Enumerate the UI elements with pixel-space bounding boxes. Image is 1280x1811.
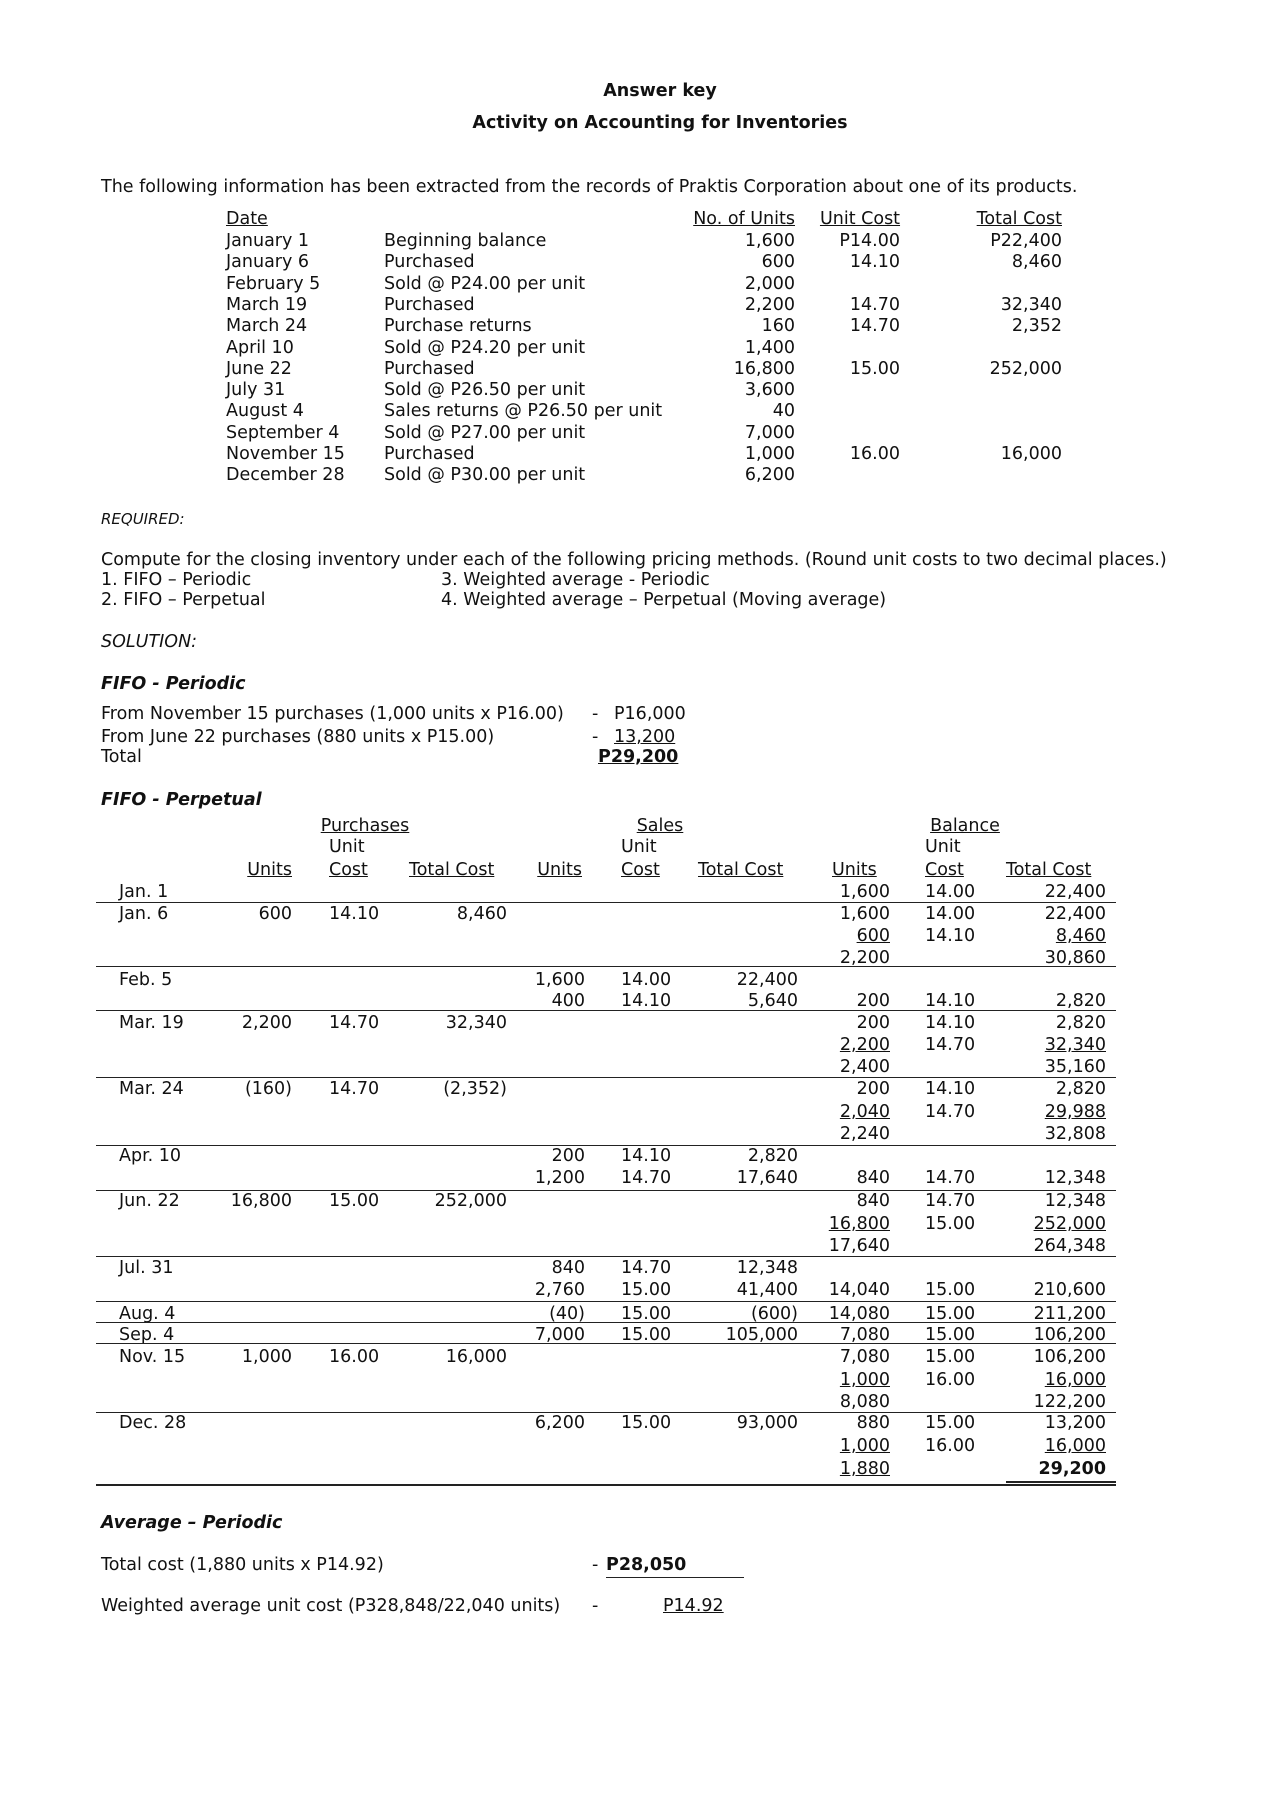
row-separator xyxy=(96,1010,1116,1011)
row-separator xyxy=(96,1412,1116,1413)
perpetual-cell-su: 7,000 xyxy=(534,1325,585,1345)
perpetual-cell-bt: 22,400 xyxy=(1044,882,1106,902)
records-header-unit-cost: Unit Cost xyxy=(819,209,901,229)
perpetual-cell-pc: 16.00 xyxy=(329,1347,380,1367)
page-title: Answer key xyxy=(603,81,717,101)
fifo-periodic-line2-dash: - xyxy=(592,727,604,747)
row-separator xyxy=(96,902,1116,903)
record-units: 1,000 xyxy=(744,444,795,464)
perpetual-cell-date: Jun. 22 xyxy=(119,1191,180,1211)
perpetual-cell-bu: 1,880 xyxy=(839,1459,890,1479)
row-separator xyxy=(96,1301,1116,1302)
row-separator xyxy=(96,1077,1116,1078)
perpetual-cell-bt: 30,860 xyxy=(1044,948,1106,968)
perpetual-cell-bu: 7,080 xyxy=(839,1325,890,1345)
intro-text: The following information has been extracted from the records of Praktis Corporation about one of its products. xyxy=(101,177,1078,197)
record-unit-cost: 15.00 xyxy=(849,358,900,379)
row-separator xyxy=(96,1256,1116,1257)
perpetual-cell-bc: 14.70 xyxy=(925,1168,976,1188)
records-header-total-cost: Total Cost xyxy=(976,209,1062,229)
perpetual-cell-bu: 840 xyxy=(856,1168,890,1188)
perpetual-cell-date: Jan. 6 xyxy=(119,904,169,924)
record-description: Sales returns @ P26.50 per unit xyxy=(384,401,663,422)
record-description: Purchase returns xyxy=(384,316,532,337)
perpetual-cell-st: 41,400 xyxy=(736,1280,798,1300)
perpetual-cell-date: Jan. 1 xyxy=(119,882,169,902)
row-separator xyxy=(96,1343,1116,1344)
record-date: December 28 xyxy=(226,465,345,486)
record-total-cost: 16,000 xyxy=(1000,444,1062,464)
record-units: 600 xyxy=(761,252,795,273)
average-periodic-line2-label: Weighted average unit cost (P328,848/22,040 units) xyxy=(101,1596,561,1616)
perpetual-cell-bu: 880 xyxy=(856,1413,890,1433)
perpetual-cell-bu: 2,240 xyxy=(839,1124,890,1144)
perpetual-cell-su: 840 xyxy=(551,1258,585,1278)
record-units: 1,400 xyxy=(744,337,795,358)
perpetual-cell-sc: 14.00 xyxy=(621,970,672,990)
col-sales-total: Total Cost xyxy=(698,860,784,880)
perpetual-cell-bc: 16.00 xyxy=(925,1436,976,1456)
group-balance: Balance xyxy=(930,816,1000,836)
perpetual-cell-sc: 14.10 xyxy=(621,991,672,1011)
record-date: January 6 xyxy=(226,252,310,273)
record-units: 6,200 xyxy=(744,465,795,486)
row-separator xyxy=(96,1322,1116,1323)
perpetual-cell-pu: 600 xyxy=(258,904,292,924)
perpetual-cell-bt: 8,460 xyxy=(1055,926,1106,946)
record-total-cost: P22,400 xyxy=(990,231,1062,251)
perpetual-cell-bu: 200 xyxy=(856,1079,890,1099)
perpetual-cell-bt: 29,988 xyxy=(1044,1102,1106,1122)
perpetual-cell-pt: 252,000 xyxy=(434,1191,507,1211)
record-date: January 1 xyxy=(226,231,310,251)
perpetual-cell-bt: 252,000 xyxy=(1033,1214,1106,1234)
col-purchase-cost: Cost xyxy=(329,860,368,880)
perpetual-cell-bc: 15.00 xyxy=(925,1413,976,1433)
perpetual-cell-pc: 14.10 xyxy=(329,904,380,924)
perpetual-cell-bu: 16,800 xyxy=(828,1214,890,1234)
perpetual-cell-su: (40) xyxy=(549,1304,585,1324)
record-description: Sold @ P30.00 per unit xyxy=(384,465,586,486)
record-units: 2,200 xyxy=(744,294,795,315)
average-periodic-heading: Average – Periodic xyxy=(101,1513,283,1533)
fifo-periodic-line1-dash: - xyxy=(592,704,604,724)
fifo-periodic-line1-label: From November 15 purchases (1,000 units x P16.00) xyxy=(101,704,564,724)
average-periodic-line1-label: Total cost (1,880 units x P14.92) xyxy=(101,1555,384,1575)
perpetual-cell-bc: 14.10 xyxy=(925,1079,976,1099)
perpetual-cell-bu: 14,080 xyxy=(828,1304,890,1324)
perpetual-cell-st: 22,400 xyxy=(736,970,798,990)
perpetual-cell-bu: 14,040 xyxy=(828,1280,890,1300)
perpetual-cell-st: 5,640 xyxy=(747,991,798,1011)
record-date: June 22 xyxy=(226,358,292,379)
perpetual-cell-bc: 15.00 xyxy=(925,1214,976,1234)
perpetual-cell-bt: 12,348 xyxy=(1044,1191,1106,1211)
perpetual-cell-bt: 106,200 xyxy=(1033,1325,1106,1345)
table-bottom-rule xyxy=(96,1484,1116,1486)
fifo-periodic-total-value: P29,200 xyxy=(598,747,679,767)
record-total-cost: 8,460 xyxy=(1011,252,1062,273)
record-date: November 15 xyxy=(226,444,345,464)
perpetual-cell-sc: 14.70 xyxy=(621,1258,672,1278)
perpetual-cell-bu: 7,080 xyxy=(839,1347,890,1367)
perpetual-cell-bc: 14.10 xyxy=(925,991,976,1011)
sales-unit-word: Unit xyxy=(621,837,657,857)
record-total-cost: 32,340 xyxy=(1000,294,1062,315)
perpetual-cell-bu: 1,000 xyxy=(839,1370,890,1390)
perpetual-cell-sc: 15.00 xyxy=(621,1280,672,1300)
perpetual-cell-date: Sep. 4 xyxy=(119,1325,175,1345)
record-description: Beginning balance xyxy=(384,231,547,251)
perpetual-cell-bt: 2,820 xyxy=(1055,1013,1106,1033)
fifo-perpetual-heading: FIFO - Perpetual xyxy=(101,790,262,810)
perpetual-cell-bc: 15.00 xyxy=(925,1347,976,1367)
record-units: 160 xyxy=(761,316,795,337)
purchases-unit-word: Unit xyxy=(329,837,365,857)
method-2: 2. FIFO – Perpetual xyxy=(101,590,266,610)
average-periodic-line1-value: P28,050 xyxy=(606,1557,744,1578)
record-date: March 19 xyxy=(226,294,308,315)
record-unit-cost: 14.70 xyxy=(849,294,900,315)
perpetual-cell-pu: (160) xyxy=(244,1079,292,1099)
perpetual-cell-su: 400 xyxy=(551,991,585,1011)
method-3: 3. Weighted average - Periodic xyxy=(441,570,710,590)
perpetual-cell-st: 93,000 xyxy=(736,1413,798,1433)
perpetual-cell-bu: 8,080 xyxy=(839,1392,890,1412)
perpetual-cell-bu: 2,200 xyxy=(839,948,890,968)
record-date: February 5 xyxy=(226,273,321,294)
group-purchases: Purchases xyxy=(320,816,410,836)
perpetual-cell-pt: 8,460 xyxy=(456,904,507,924)
perpetual-cell-st: 12,348 xyxy=(736,1258,798,1278)
record-units: 7,000 xyxy=(744,422,795,443)
record-date: March 24 xyxy=(226,316,308,337)
record-units: 2,000 xyxy=(744,273,795,294)
perpetual-cell-bu: 200 xyxy=(856,1013,890,1033)
perpetual-cell-bc: 14.70 xyxy=(925,1102,976,1122)
perpetual-cell-date: Apr. 10 xyxy=(119,1146,182,1166)
record-units: 16,800 xyxy=(733,358,795,379)
perpetual-cell-bt: 16,000 xyxy=(1044,1370,1106,1390)
record-date: September 4 xyxy=(226,422,340,443)
perpetual-cell-bt: 12,348 xyxy=(1044,1168,1106,1188)
record-description: Sold @ P24.20 per unit xyxy=(384,337,586,358)
average-periodic-line2-dash: - xyxy=(592,1596,599,1616)
record-description: Sold @ P26.50 per unit xyxy=(384,380,586,401)
perpetual-cell-bc: 14.10 xyxy=(925,1013,976,1033)
record-unit-cost: 14.70 xyxy=(849,316,900,337)
perpetual-cell-bc: 15.00 xyxy=(925,1304,976,1324)
record-total-cost: 2,352 xyxy=(1011,316,1062,337)
record-units: 40 xyxy=(772,401,795,422)
record-date: July 31 xyxy=(226,380,286,401)
perpetual-cell-bc: 14.10 xyxy=(925,926,976,946)
method-4: 4. Weighted average – Perpetual (Moving average) xyxy=(441,590,887,610)
solution-label: SOLUTION: xyxy=(101,632,198,652)
row-separator xyxy=(96,966,1116,967)
col-balance-units: Units xyxy=(832,860,877,880)
perpetual-cell-date: Nov. 15 xyxy=(119,1347,186,1367)
record-description: Sold @ P27.00 per unit xyxy=(384,422,586,443)
perpetual-cell-bu: 2,040 xyxy=(839,1102,890,1122)
perpetual-cell-su: 1,600 xyxy=(534,970,585,990)
perpetual-cell-su: 2,760 xyxy=(534,1280,585,1300)
perpetual-cell-pc: 14.70 xyxy=(329,1079,380,1099)
required-text: Compute for the closing inventory under each of the following pricing methods. (Round unit costs to two decimal places.) xyxy=(101,550,1167,570)
record-units: 3,600 xyxy=(744,380,795,401)
perpetual-cell-bu: 200 xyxy=(856,991,890,1011)
required-label: REQUIRED: xyxy=(101,510,185,528)
balance-unit-word: Unit xyxy=(925,837,961,857)
perpetual-cell-bu: 600 xyxy=(856,926,890,946)
perpetual-cell-su: 6,200 xyxy=(534,1413,585,1433)
perpetual-cell-bc: 15.00 xyxy=(925,1325,976,1345)
perpetual-cell-pu: 16,800 xyxy=(230,1191,292,1211)
perpetual-cell-bt: 2,820 xyxy=(1055,1079,1106,1099)
record-description: Purchased xyxy=(384,358,475,379)
perpetual-cell-pu: 1,000 xyxy=(241,1347,292,1367)
perpetual-cell-date: Aug. 4 xyxy=(119,1304,176,1324)
fifo-periodic-line2-label: From June 22 purchases (880 units x P15.00) xyxy=(101,727,495,747)
perpetual-cell-bc: 14.70 xyxy=(925,1191,976,1211)
perpetual-cell-su: 200 xyxy=(551,1146,585,1166)
perpetual-cell-su: 1,200 xyxy=(534,1168,585,1188)
perpetual-cell-bt: 211,200 xyxy=(1033,1304,1106,1324)
perpetual-cell-bt: 210,600 xyxy=(1033,1280,1106,1300)
record-date: August 4 xyxy=(226,401,304,422)
perpetual-cell-pc: 15.00 xyxy=(329,1191,380,1211)
perpetual-cell-st: 105,000 xyxy=(725,1325,798,1345)
perpetual-cell-sc: 14.70 xyxy=(621,1168,672,1188)
record-description: Sold @ P24.00 per unit xyxy=(384,273,586,294)
perpetual-cell-date: Dec. 28 xyxy=(119,1413,187,1433)
perpetual-cell-bc: 14.00 xyxy=(925,904,976,924)
col-sales-units: Units xyxy=(537,860,582,880)
perpetual-cell-date: Mar. 19 xyxy=(119,1013,184,1033)
perpetual-cell-date: Mar. 24 xyxy=(119,1079,184,1099)
perpetual-cell-bt: 32,808 xyxy=(1044,1124,1106,1144)
perpetual-cell-pu: 2,200 xyxy=(241,1013,292,1033)
group-sales: Sales xyxy=(636,816,684,836)
perpetual-cell-date: Jul. 31 xyxy=(119,1258,174,1278)
perpetual-cell-bt: 264,348 xyxy=(1033,1236,1106,1256)
perpetual-cell-date: Feb. 5 xyxy=(119,970,173,990)
records-header-date: Date xyxy=(226,209,268,229)
perpetual-cell-bt: 29,200 xyxy=(1038,1459,1106,1479)
perpetual-cell-bc: 14.00 xyxy=(925,882,976,902)
perpetual-cell-sc: 15.00 xyxy=(621,1304,672,1324)
col-purchase-total: Total Cost xyxy=(409,860,495,880)
perpetual-cell-bt: 106,200 xyxy=(1033,1347,1106,1367)
record-description: Purchased xyxy=(384,252,475,273)
perpetual-cell-bc: 14.70 xyxy=(925,1035,976,1055)
perpetual-cell-bt: 22,400 xyxy=(1044,904,1106,924)
records-header-units: No. of Units xyxy=(693,209,795,229)
perpetual-cell-bt: 35,160 xyxy=(1044,1057,1106,1077)
perpetual-cell-sc: 15.00 xyxy=(621,1325,672,1345)
perpetual-cell-bu: 17,640 xyxy=(828,1236,890,1256)
row-separator xyxy=(96,1145,1116,1146)
perpetual-cell-pt: (2,352) xyxy=(443,1079,507,1099)
fifo-periodic-line2-value: 13,200 xyxy=(614,727,676,747)
perpetual-cell-sc: 14.10 xyxy=(621,1146,672,1166)
perpetual-cell-bu: 2,200 xyxy=(839,1035,890,1055)
perpetual-cell-bt: 13,200 xyxy=(1044,1413,1106,1433)
perpetual-cell-st: 17,640 xyxy=(736,1168,798,1188)
col-balance-cost: Cost xyxy=(925,860,964,880)
fifo-periodic-heading: FIFO - Periodic xyxy=(101,674,246,694)
perpetual-cell-pt: 16,000 xyxy=(445,1347,507,1367)
record-unit-cost: P14.00 xyxy=(839,231,900,251)
record-total-cost: 252,000 xyxy=(989,358,1062,379)
perpetual-cell-pt: 32,340 xyxy=(445,1013,507,1033)
col-sales-cost: Cost xyxy=(621,860,660,880)
average-periodic-line2-value: P14.92 xyxy=(663,1596,724,1616)
perpetual-cell-bu: 1,600 xyxy=(839,882,890,902)
perpetual-cell-bt: 32,340 xyxy=(1044,1035,1106,1055)
perpetual-cell-bt: 122,200 xyxy=(1033,1392,1106,1412)
average-periodic-line1-dash: - xyxy=(592,1555,604,1575)
row-separator xyxy=(96,1190,1116,1191)
perpetual-cell-bt: 16,000 xyxy=(1044,1436,1106,1456)
final-total-rule xyxy=(1006,1481,1116,1483)
perpetual-cell-bu: 1,600 xyxy=(839,904,890,924)
perpetual-cell-st: (600) xyxy=(750,1304,798,1324)
fifo-periodic-line1-value: P16,000 xyxy=(614,704,686,724)
record-description: Purchased xyxy=(384,444,475,464)
record-unit-cost: 14.10 xyxy=(849,252,900,273)
record-units: 1,600 xyxy=(744,231,795,251)
perpetual-cell-st: 2,820 xyxy=(747,1146,798,1166)
perpetual-cell-sc: 15.00 xyxy=(621,1413,672,1433)
record-description: Purchased xyxy=(384,294,475,315)
perpetual-cell-bu: 2,400 xyxy=(839,1057,890,1077)
col-purchase-units: Units xyxy=(247,860,292,880)
perpetual-cell-bu: 1,000 xyxy=(839,1436,890,1456)
perpetual-cell-bu: 840 xyxy=(856,1191,890,1211)
fifo-periodic-total-label: Total xyxy=(101,747,142,767)
method-1: 1. FIFO – Periodic xyxy=(101,570,252,590)
perpetual-cell-bc: 16.00 xyxy=(925,1370,976,1390)
col-balance-total: Total Cost xyxy=(1006,860,1092,880)
page-subtitle: Activity on Accounting for Inventories xyxy=(472,113,848,133)
perpetual-cell-bc: 15.00 xyxy=(925,1280,976,1300)
record-unit-cost: 16.00 xyxy=(849,444,900,464)
perpetual-cell-pc: 14.70 xyxy=(329,1013,380,1033)
record-date: April 10 xyxy=(226,337,294,358)
perpetual-cell-bt: 2,820 xyxy=(1055,991,1106,1011)
